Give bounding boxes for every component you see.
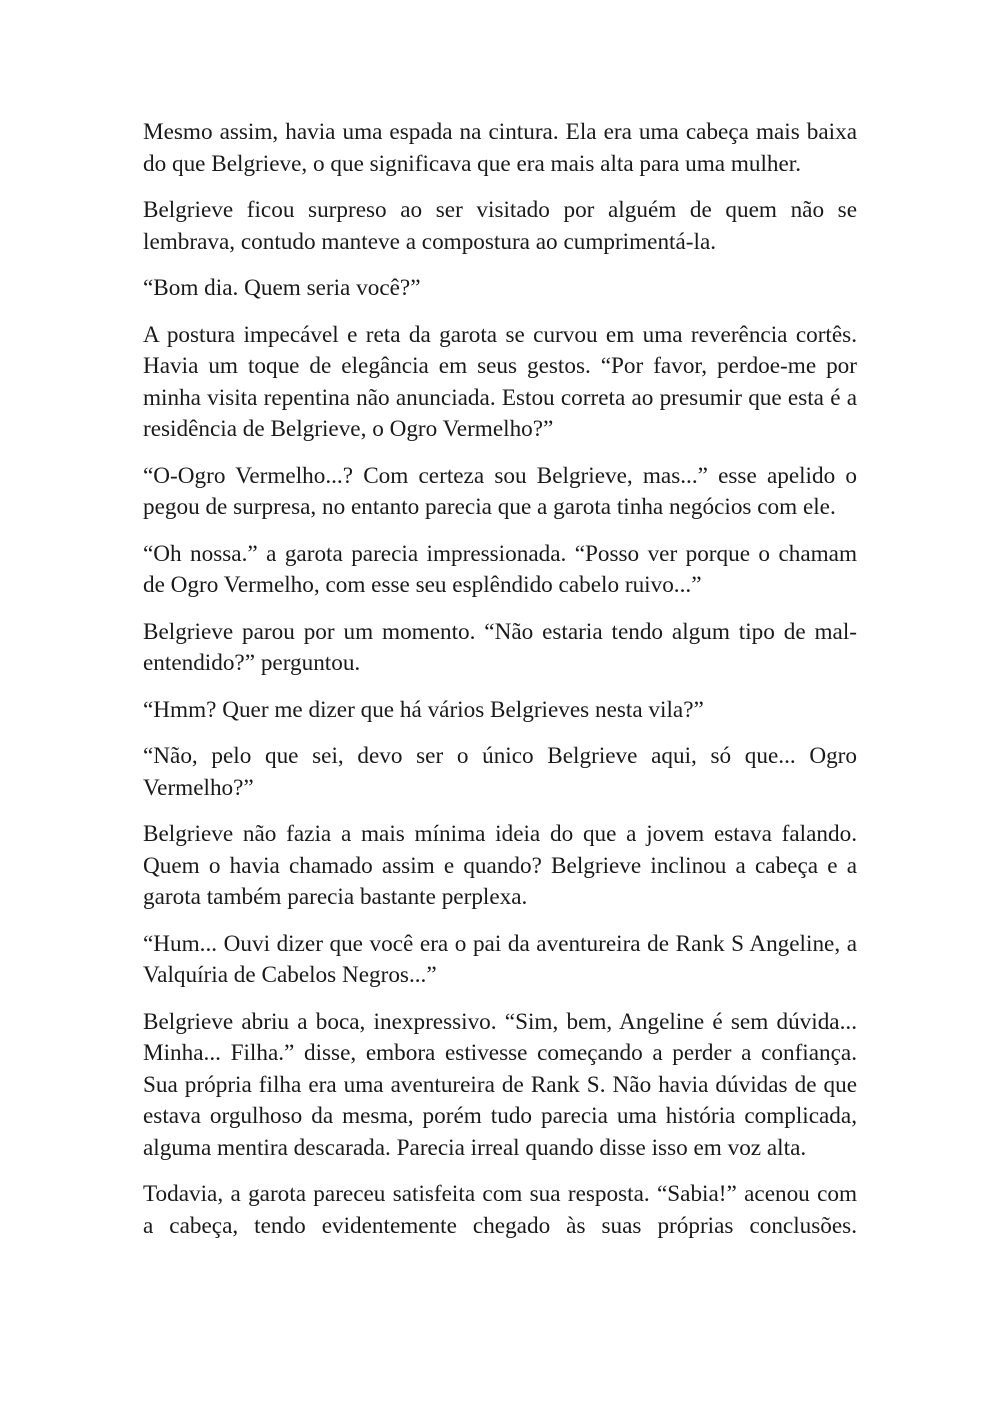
paragraph: “Bom dia. Quem seria você?” (143, 275, 421, 301)
paragraph: “Oh nossa.” a garota parecia impressionada. “Posso ver porque o chamam de Ogro Vermelho, com esse seu esplêndido cabelo ruivo...” (143, 540, 857, 598)
paragraph: Mesmo assim, havia uma espada na cintura. Ela era uma cabeça mais baixa do que Belgrieve, o que significava que era mais alta para uma mulher. (143, 119, 857, 177)
paragraph: A postura impecável e reta da garota se curvou em uma reverência cortês. Havia um toque de elegância em seus gestos. “Por favor, perdoe-me por minha visita repentina não anunciada. Estou correta ao presumir que esta é a residência de Belgrieve, o Ogro Vermelho?” (143, 321, 857, 442)
paragraph: “Não, pelo que sei, devo ser o único Belgrieve aqui, só que... Ogro Vermelho?” (143, 743, 857, 801)
page-body-text (143, 117, 857, 1257)
paragraph: Belgrieve parou por um momento. “Não estaria tendo algum tipo de mal-entendido?” perguntou. (143, 618, 857, 676)
paragraph: “Hmm? Quer me dizer que há vários Belgrieves nesta vila?” (143, 696, 704, 723)
paragraph: Belgrieve abriu a boca, inexpressivo. “Sim, bem, Angeline é sem dúvida... Minha... Filha.” disse, embora estivesse começando a perder a confiança. Sua própria filha era uma aventureira de Rank S. Não havia dúvidas de que estava orgulhoso da mesma, porém tudo parecia uma história complicada, alguma mentira descarada. Parecia irreal quando disse isso em voz alta. (143, 1008, 857, 1161)
paragraph: “Hum... Ouvi dizer que você era o pai da aventureira de Rank S Angeline, a Valquíria de Cabelos Negros...” (143, 930, 857, 988)
paragraph: Belgrieve ficou surpreso ao ser visitado por alguém de quem não se lembrava, contudo manteve a compostura ao cumprimentá-la. (143, 197, 857, 255)
paragraph: Todavia, a garota pareceu satisfeita com sua resposta. “Sabia!” acenou com a cabeça, tendo evidentemente chegado às suas próprias conclusões. (143, 1181, 857, 1239)
paragraph: “O-Ogro Vermelho...? Com certeza sou Belgrieve, mas...” esse apelido o pegou de surpresa, no entanto parecia que a garota tinha negócios com ele. (143, 462, 857, 520)
paragraph: Belgrieve não fazia a mais mínima ideia do que a jovem estava falando. Quem o havia chamado assim e quando? Belgrieve inclinou a cabeça e a garota também parecia bastante perplexa. (143, 821, 857, 910)
